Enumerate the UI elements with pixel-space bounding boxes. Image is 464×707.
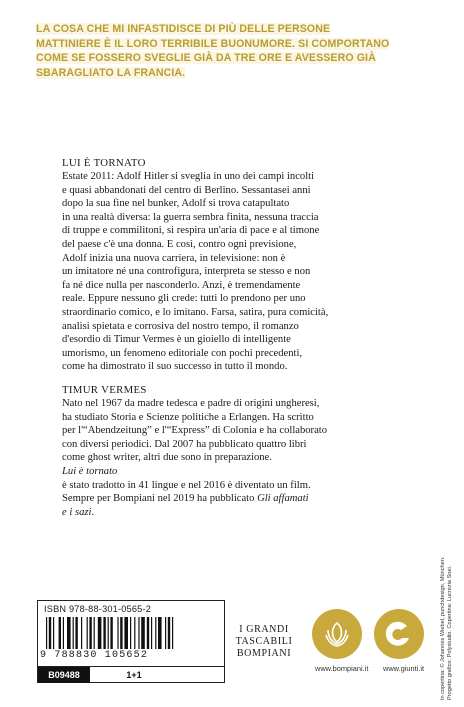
barcode [44,617,220,651]
quote-line: MATTINIERE È IL LORO TERRIBILE BUONUMORE. SI COMPORTANO [36,37,390,50]
isbn: ISBN 978-88-301-0565-2 [44,604,152,614]
barcode-bar [117,617,118,649]
text-line: per l'“Abendzeitung” e l'“Express” di Colonia e ha collaborato [62,425,328,437]
author-title: TIMUR VERMES [62,384,147,396]
barcode-bar [108,617,109,649]
text-line: del paese c'è una donna. E così, contro ogni previsione, [62,238,297,250]
text-line: come ha dimostrato il suo successo in tutto il mondo. [62,361,288,373]
text-line: umorismo, un fenomeno editoriale con pochi precedenti, [62,347,303,359]
text-line: Nato nel 1967 da madre tedesca e padre di origini ungheresi, [62,398,320,409]
synopsis-text [62,170,362,374]
quote-line: COME SE FOSSERO SVEGLIE GIÀ DA TRE ORE E AVESSERO GIÀ [36,52,376,65]
text-line: è stato tradotto in 41 lingue e nel 2016 è diventato un film. [62,479,311,491]
barcode-bar [124,617,128,649]
book-title-italic: Lui è tornato [62,465,118,477]
text-line: e i sazi. [62,506,95,518]
text-line [62,465,362,479]
text-line: fa né dice nulla per nasconderlo. Anzi, è tremendamente [62,279,301,291]
barcode-bar [75,617,77,649]
text-line: analisi spietata e corrosiva del nostro tempo, il romanzo [62,320,299,332]
text-line: in una realtà diversa: la guerra sembra finita, nessuna traccia [62,211,319,223]
author-bio [62,397,362,519]
quote-line: LA COSA CHE MI INFASTIDISCE DI PIÙ DELLE PERSONE [36,23,331,35]
text-line: dopo la sua fine nel bunker, Adolf si trova catapultato [62,198,290,210]
text-line: reale. Eppure nessuno gli crede: tutti lo prendono per uno [62,293,306,305]
barcode-bar [147,617,149,649]
barcode-bar [87,617,88,649]
cover-credits: In copertina: © Johannes Wiebel, punchdesign, München. Progetto grafico: Polystudio. Copertina: Lucrezia Soei. [440,556,453,700]
barcode-bar [67,617,71,649]
text-line: Sempre per Bompiani nel 2019 ha pubblicato Gli affamati [62,493,309,505]
text-line: Estate 2011: Adolf Hitler si sveglia in uno dei campi incolti [62,171,315,182]
barcode-bar [120,617,122,649]
quote-line: SBARAGLIATO LA FRANCIA. [36,66,186,79]
barcode-bar [168,617,170,649]
text-line: come ghost writer, altri due sono in preparazione. [62,452,272,464]
barcode-bar [158,617,162,649]
bompiani-logo-icon [312,609,362,659]
text-line: d'esordio di Timur Vermes è un gioiello di intelligente [62,334,291,346]
giunti-logo-icon [374,609,424,659]
synopsis-title: LUI È TORNATO [62,157,146,169]
code-row [38,666,224,683]
barcode-box [37,600,225,683]
book-title-italic: Gli affamati [257,493,309,505]
barcode-bar [49,617,51,649]
back-cover-quote [36,22,446,80]
barcode-bar [134,617,135,649]
text-line: di truppe e commilitoni, si respira un'aria di pace e al timone [62,225,320,237]
bompiani-website: www.bompiani.it [315,664,369,673]
barcode-bar [46,617,47,649]
text-line: un imitatore né una controfigura, interpreta se stesso e non [62,266,311,278]
text-line: ha studiato Storia e Scienze politiche a Erlangen. Ha scritto [62,411,314,423]
barcode-bar [89,617,91,649]
text-line: con diversi periodici. Dal 2007 ha pubblicato quattro libri [62,438,307,450]
barcode-bar [172,617,173,649]
barcode-bar [141,617,145,649]
text-line: Adolf inizia una nuova carriera, in televisione: non è [62,252,286,264]
barcode-bar [73,617,74,649]
text-line: e quasi abbandonati del centro di Berlino. Sessantasei anni [62,184,311,196]
barcode-bar [94,617,95,649]
barcode-bar [53,617,54,649]
barcode-bar [165,617,166,649]
barcode-bar [155,617,156,649]
barcode-bar [110,617,112,649]
product-code: B09488 [38,667,90,683]
series-name: I GRANDI TASCABILI BOMPIANI [235,624,293,659]
barcode-bar [81,617,82,649]
text-line: straordinario comico, e lo imitano. Farsa, satira, pura comicità, [62,306,329,318]
barcode-bar [130,617,131,649]
barcode-bar [59,617,61,649]
ean-number: 9 788830 105652 [40,650,149,661]
barcode-bar [103,617,105,649]
book-title-italic: e i sazi [62,506,92,518]
barcode-bar [151,617,152,649]
barcode-bar [138,617,139,649]
giunti-website: www.giunti.it [383,664,425,673]
barcode-bar [63,617,64,649]
barcode-bar [98,617,102,649]
edition-code: 1+1 [126,670,142,680]
